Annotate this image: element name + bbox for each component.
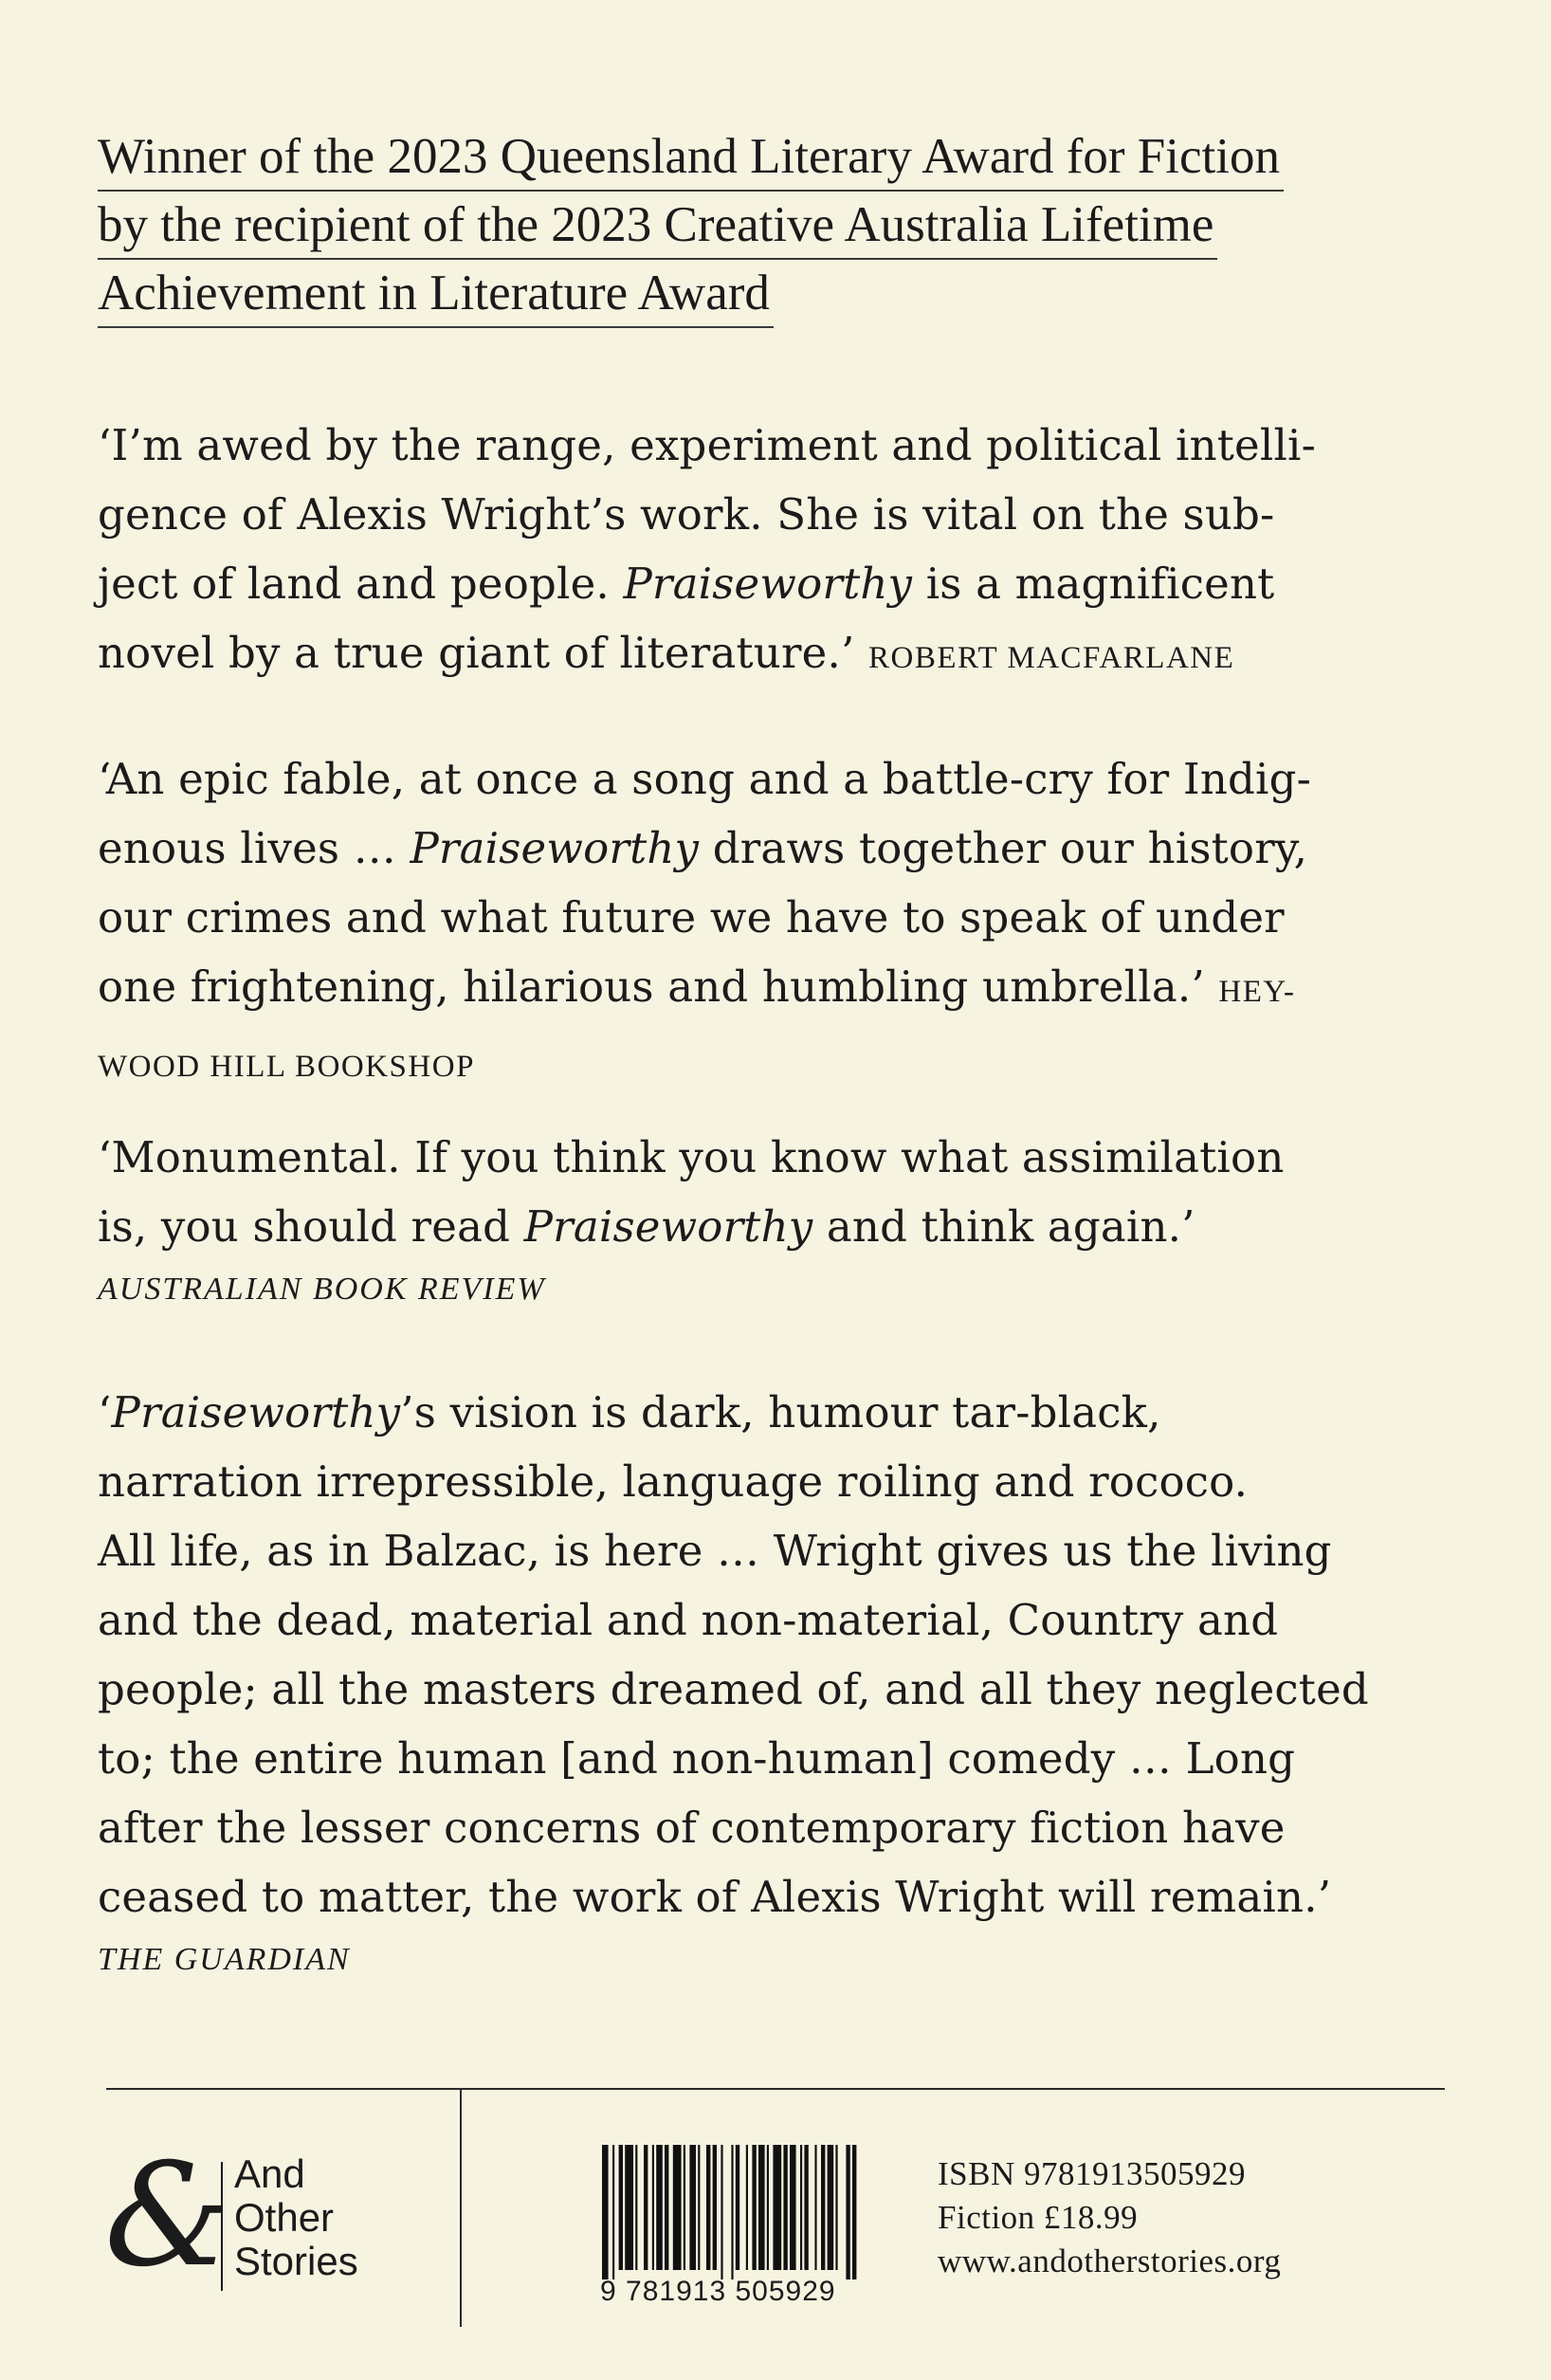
quote-text: ‘An epic fable, at once a song and a battle-cry for Indig-: [98, 754, 1312, 804]
barcode-bar: [635, 2145, 637, 2270]
quote-text: ject of land and people.: [98, 558, 624, 609]
quote-source: HEY-: [1218, 975, 1296, 1009]
award-line-2: by the recipient of the 2023 Creative Australia Lifetime: [98, 192, 1217, 260]
barcode-bar: [684, 2145, 685, 2270]
barcode-bar: [767, 2145, 769, 2270]
barcode-bar: [800, 2145, 802, 2270]
book-title: Praiseworthy: [523, 1201, 813, 1252]
footer-divider: [106, 2088, 1445, 2090]
barcode-bar: [713, 2145, 717, 2270]
barcode-bar: [746, 2145, 748, 2270]
barcode-bar: [698, 2145, 700, 2270]
award-line-3: Achievement in Literature Award: [98, 260, 774, 328]
quote-text: is a magnificent: [912, 558, 1275, 609]
book-title: Praiseworthy: [410, 823, 700, 873]
publisher-logo: [104, 2133, 408, 2302]
barcode-bar: [665, 2145, 668, 2270]
barcode-bar: [773, 2145, 781, 2270]
quote-text: people; all the masters dreamed of, and all they neglected: [98, 1664, 1369, 1714]
book-title: Praiseworthy: [623, 558, 913, 609]
blurb-the-guardian: ‘Praiseworthy’s vision is dark, humour tar-black, narration irrepressible, language roiling and rococo. All life, as in Balzac, is here … Wright gives us the living and the dead, material and non-material, Country and people; all the masters dreamed of, and all they neglected to; the entire human [and non-human] comedy … Long after the lesser concerns of contemporary fiction have ceased to matter, the work of Alexis Wright will remain.’ THE GUARDIAN: [98, 1378, 1444, 1988]
publisher-name-line: Other: [234, 2195, 335, 2240]
barcode-bar: [758, 2145, 765, 2270]
quote-text: one frightening, hilarious and humbling umbrella.’: [98, 961, 1219, 1012]
book-title: Praiseworthy: [111, 1387, 401, 1437]
barcode-bar: [644, 2145, 648, 2270]
quote-text: ’s vision is dark, humour tar-black,: [400, 1387, 1161, 1437]
quote-text: enous lives …: [98, 823, 411, 873]
quote-source: WOOD HILL BOOKSHOP: [98, 1050, 475, 1084]
barcode-bar: [835, 2145, 837, 2270]
price-text: Fiction £18.99: [938, 2199, 1139, 2236]
barcode-bar: [602, 2145, 609, 2279]
barcode-bar: [689, 2145, 696, 2270]
barcode-icon: [600, 2145, 919, 2279]
barcode-digits: 9 781913 505929: [600, 2276, 836, 2307]
barcode-bar: [783, 2145, 787, 2270]
barcode-bar: [736, 2145, 739, 2270]
ampersand-logo-icon: &: [104, 2133, 231, 2298]
barcode-bar: [619, 2145, 623, 2270]
barcode-bar: [656, 2145, 663, 2270]
quote-text: ‘Monumental. If you think you know what assimilation: [98, 1132, 1285, 1182]
quote-text: narration irrepressible, language roiling and rococo.: [98, 1456, 1249, 1507]
barcode-bar: [821, 2145, 825, 2270]
quote-text: is, you should read: [98, 1201, 524, 1252]
barcode-bar: [752, 2145, 756, 2270]
blurb-heywood-hill: [98, 744, 1444, 1102]
publisher-name-line: And: [234, 2151, 305, 2196]
quote-text: ‘I’m awed by the range, experiment and political intelli-: [98, 420, 1317, 470]
quote-text: and the dead, material and non-material, Country and: [98, 1595, 1279, 1645]
quote-source: AUSTRALIAN BOOK REVIEW: [98, 1272, 546, 1307]
barcode-bar: [828, 2145, 834, 2270]
barcode-bar: [852, 2145, 856, 2279]
barcode-bar: [846, 2145, 849, 2279]
logo-divider: [221, 2162, 223, 2291]
quote-text: our crimes and what future we have to speak of under: [98, 892, 1285, 943]
quote-source: THE GUARDIAN: [98, 1942, 351, 1977]
quote-text: All life, as in Balzac, is here … Wright gives us the living: [98, 1526, 1332, 1576]
barcode-bar: [612, 2145, 614, 2279]
barcode-bar: [804, 2145, 808, 2270]
isbn-barcode: [600, 2145, 919, 2316]
barcode-bar: [814, 2145, 816, 2270]
blurb-robert-macfarlane: [98, 411, 1444, 693]
barcode-bar: [673, 2145, 682, 2270]
blurb-australian-book-review: [98, 1123, 1444, 1318]
quote-source: ROBERT MACFARLANE: [868, 641, 1235, 675]
barcode-bar: [790, 2145, 796, 2270]
award-statement: [98, 123, 1444, 328]
award-line-1: Winner of the 2023 Queensland Literary Award for Fiction: [98, 123, 1284, 192]
quote-text: after the lesser concerns of contemporary fiction have: [98, 1803, 1286, 1853]
quote-text: and think again.’: [812, 1201, 1195, 1252]
quote-text: draws together our history,: [699, 823, 1308, 873]
website-link[interactable]: www.andotherstories.org: [938, 2243, 1282, 2279]
isbn-text: ISBN 9781913505929: [938, 2155, 1246, 2192]
publication-info: [938, 2152, 1281, 2283]
barcode-bar: [731, 2145, 733, 2279]
publisher-name-line: Stories: [234, 2239, 358, 2283]
barcode-bar: [625, 2145, 633, 2270]
barcode-bar: [721, 2145, 722, 2279]
publisher-name: [234, 2152, 358, 2283]
footer-vertical-divider: [460, 2090, 462, 2327]
quote-text: gence of Alexis Wright’s work. She is vital on the sub-: [98, 489, 1275, 540]
quote-text: ceased to matter, the work of Alexis Wright will remain.’: [98, 1872, 1332, 1922]
quote-text: to; the entire human [and non-human] comedy … Long: [98, 1733, 1296, 1784]
quote-text: novel by a true giant of literature.’: [98, 628, 869, 678]
barcode-bar: [652, 2145, 654, 2270]
barcode-bar: [706, 2145, 710, 2270]
